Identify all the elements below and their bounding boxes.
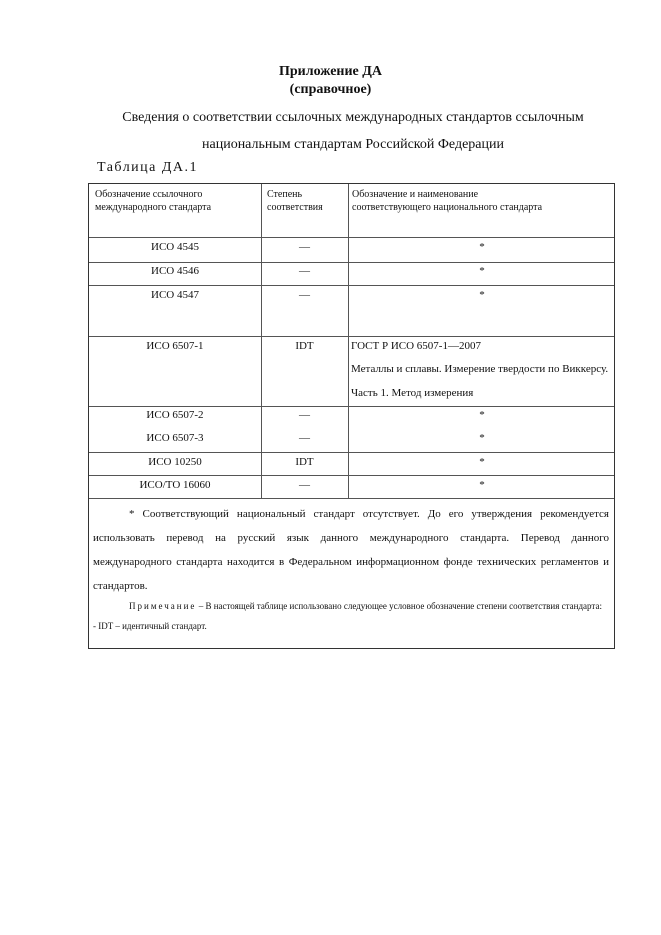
table-row-national-name: Металлы и сплавы. Измерение твердости по Виккерсу. Часть 1. Метод измерения — [351, 363, 609, 399]
table-row-standard: ИСО 6507-1 — [146, 340, 204, 352]
table-row-national: * — [479, 479, 485, 491]
table-row-national: ГОСТ Р ИСО 6507-1—2007 — [351, 340, 481, 352]
table-row-standard: ИСО 6507-3 — [146, 432, 204, 444]
table-row-degree: — — [299, 241, 310, 253]
appendix-type: (справочное) — [289, 82, 372, 97]
table-row-national: * — [479, 265, 485, 277]
row-divider — [89, 475, 614, 476]
row-divider — [89, 262, 614, 263]
column-header-national: Обозначение и наименование соответствующего национального стандарта — [352, 189, 543, 213]
note-item: - IDT – идентичный стандарт. — [93, 621, 207, 631]
correspondence-table — [88, 183, 615, 649]
row-divider — [89, 285, 614, 286]
table-row-degree: — — [299, 432, 310, 444]
table-footnote — [93, 502, 609, 598]
column-header-standard: Обозначение ссылочного международного стандарта — [95, 189, 212, 213]
table-row-standard: ИСО/ТО 16060 — [139, 479, 211, 491]
appendix-title: Приложение ДА — [278, 64, 383, 79]
table-row-standard: ИСО 4547 — [151, 289, 199, 301]
appendix-description: Сведения о соответствии ссылочных международных стандартов ссылочным национальным стандартам Российской Федерации — [122, 110, 584, 152]
row-divider — [89, 406, 614, 407]
table-note — [93, 596, 609, 636]
footnote-text: * Соответствующий национальный стандарт отсутствует. До его утверждения рекомендуется использовать перевод на русский язык данного международного стандарта. Перевод данного международного стандарта находится в Федеральном информационном фонде технических регламентов и стандартов. — [93, 508, 609, 592]
table-row-national: * — [479, 456, 485, 468]
column-divider — [348, 184, 349, 498]
table-row-degree: IDT — [295, 456, 314, 468]
table-row-degree: — — [299, 479, 310, 491]
table-row-national: * — [479, 409, 485, 421]
note-label: Примечание — [129, 601, 197, 611]
row-divider — [89, 498, 614, 499]
column-header-degree: Степень соответствия — [267, 189, 323, 213]
table-row-national: * — [479, 289, 485, 301]
table-label: Таблица ДА.1 — [97, 160, 199, 175]
table-row-standard: ИСО 4546 — [151, 265, 199, 277]
table-row-standard: ИСО 6507-2 — [146, 409, 204, 421]
table-row-degree: — — [299, 265, 310, 277]
table-row-standard: ИСО 4545 — [151, 241, 199, 253]
table-row-national: * — [479, 241, 485, 253]
table-row-degree: — — [299, 289, 310, 301]
note-text: – В настоящей таблице использовано следующее условное обозначение степени соответствия стандарта: — [196, 601, 602, 611]
table-row-standard: ИСО 10250 — [148, 456, 202, 468]
table-row-national: * — [479, 432, 485, 444]
note-paragraph — [93, 596, 609, 616]
table-row-degree: — — [299, 409, 310, 421]
row-divider — [89, 237, 614, 238]
row-divider — [89, 452, 614, 453]
table-row-degree: IDT — [295, 340, 314, 352]
